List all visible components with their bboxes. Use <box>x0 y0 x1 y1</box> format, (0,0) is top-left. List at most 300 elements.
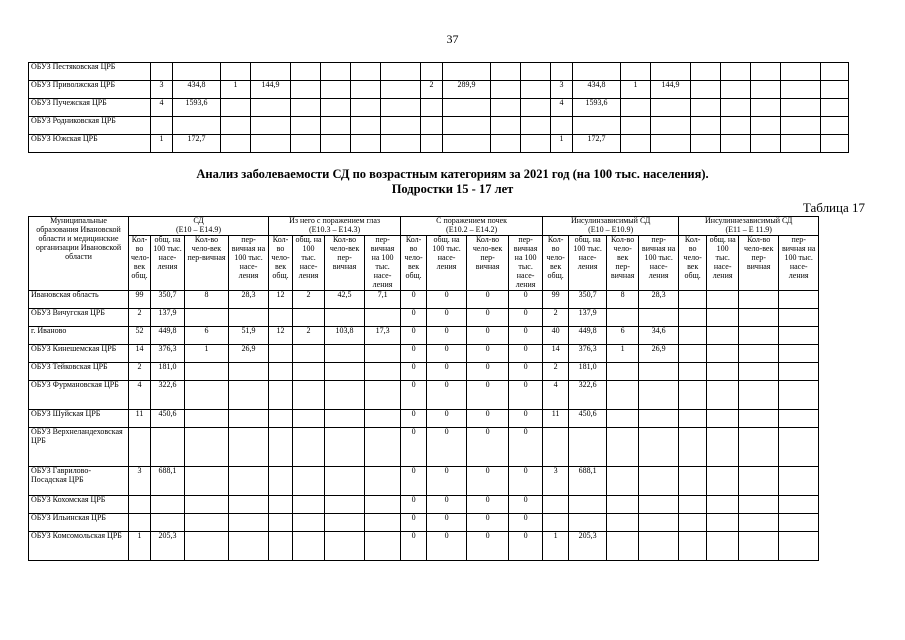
table-cell <box>185 427 229 466</box>
table-cell <box>521 99 551 117</box>
table-cell <box>607 466 639 495</box>
table-cell <box>821 99 849 117</box>
table-cell <box>607 409 639 427</box>
table-cell: 11 <box>543 409 569 427</box>
table-row <box>29 63 849 81</box>
table-cell: 1593,6 <box>573 99 621 117</box>
table-cell <box>607 513 639 531</box>
table-cell: 0 <box>509 326 543 344</box>
table-cell <box>543 427 569 466</box>
header-group-code: (Е10 – Е10.9) <box>588 224 634 234</box>
table-cell <box>365 344 401 362</box>
table-cell: 2 <box>421 81 443 99</box>
table-cell: 205,3 <box>569 531 607 560</box>
header-group-code: (Е10.3 – Е14.3) <box>309 224 361 234</box>
header-group <box>401 217 543 236</box>
table-cell <box>365 380 401 409</box>
header-subcolumn: пер-вичная на 100 тыс. насе-ления <box>509 235 543 290</box>
table-cell <box>679 531 707 560</box>
table-cell: 7,1 <box>365 290 401 308</box>
table-cell <box>151 63 173 81</box>
table-cell: 1593,6 <box>173 99 221 117</box>
table-cell <box>269 362 293 380</box>
table-cell <box>365 513 401 531</box>
row-label: Ивановская область <box>29 290 129 308</box>
table-cell: 350,7 <box>569 290 607 308</box>
table-cell <box>779 513 819 531</box>
table-cell <box>185 495 229 513</box>
table-cell <box>607 308 639 326</box>
table-cell <box>573 117 621 135</box>
table-cell <box>321 135 351 153</box>
table-cell: 0 <box>509 380 543 409</box>
table-cell: 34,6 <box>639 326 679 344</box>
table-cell: 1 <box>551 135 573 153</box>
header-subcolumn: Кол-во чело-век общ. <box>679 235 707 290</box>
table-cell: 12 <box>269 290 293 308</box>
table-cell: 0 <box>509 495 543 513</box>
table-cell: 0 <box>467 409 509 427</box>
table-cell <box>521 135 551 153</box>
table-cell <box>151 427 185 466</box>
table-cell <box>779 409 819 427</box>
table-cell: 4 <box>551 99 573 117</box>
table-row <box>29 344 819 362</box>
table-cell <box>293 513 325 531</box>
table-cell <box>291 63 321 81</box>
header-subcolumn: пер-вичная на 100 тыс. насе-ления <box>229 235 269 290</box>
row-label: ОБУЗ Шуйская ЦРБ <box>29 409 129 427</box>
table-cell: 688,1 <box>569 466 607 495</box>
table-cell <box>351 63 381 81</box>
row-label: ОБУЗ Вичугская ЦРБ <box>29 308 129 326</box>
table-cell: 450,6 <box>151 409 185 427</box>
table-cell <box>351 81 381 99</box>
table-cell: 688,1 <box>151 466 185 495</box>
table-cell: 0 <box>467 326 509 344</box>
table-cell <box>229 495 269 513</box>
table-cell: 0 <box>427 513 467 531</box>
table-cell <box>679 290 707 308</box>
table-cell <box>443 63 491 81</box>
table-cell: 3 <box>543 466 569 495</box>
table-cell <box>229 380 269 409</box>
table-row <box>29 531 819 560</box>
table-cell: 1 <box>129 531 151 560</box>
table-cell <box>321 63 351 81</box>
table-cell <box>325 362 365 380</box>
table-cell <box>229 308 269 326</box>
table-row <box>29 326 819 344</box>
table-cell <box>221 63 251 81</box>
table-cell: 0 <box>401 362 427 380</box>
table-cell: 11 <box>129 409 151 427</box>
table-cell: 4 <box>129 380 151 409</box>
table-cell <box>781 81 821 99</box>
table-cell <box>707 326 739 344</box>
row-label: ОБУЗ Комсомольская ЦРБ <box>29 531 129 560</box>
table-cell <box>639 362 679 380</box>
table-row <box>29 117 849 135</box>
table-cell: 376,3 <box>569 344 607 362</box>
table-cell <box>679 495 707 513</box>
header-subcolumn: Кол-во чело-век пер-вичная <box>185 235 229 290</box>
table-cell <box>269 308 293 326</box>
table-cell: 172,7 <box>173 135 221 153</box>
table-cell <box>229 362 269 380</box>
table-cell <box>573 63 621 81</box>
table-cell <box>569 513 607 531</box>
header-group-name: Инсулинзависимый СД <box>570 216 651 225</box>
table-cell: 0 <box>509 513 543 531</box>
table-cell <box>751 99 781 117</box>
table-cell <box>781 135 821 153</box>
table-cell <box>639 531 679 560</box>
table-cell <box>691 117 721 135</box>
table-cell <box>721 99 751 117</box>
table-cell: 0 <box>427 495 467 513</box>
table-cell <box>679 344 707 362</box>
header-subcolumn: Кол-во чело-век общ. <box>269 235 293 290</box>
table-cell <box>351 117 381 135</box>
table-cell: 0 <box>427 466 467 495</box>
table-cell: 0 <box>401 380 427 409</box>
table-cell <box>151 513 185 531</box>
table-cell <box>251 117 291 135</box>
table-cell: 0 <box>427 290 467 308</box>
table-cell: 144,9 <box>651 81 691 99</box>
table-cell <box>185 380 229 409</box>
table-cell <box>269 466 293 495</box>
table-cell: 4 <box>151 99 173 117</box>
table-cell <box>779 362 819 380</box>
header-group <box>269 217 401 236</box>
table-cell: 3 <box>129 466 151 495</box>
table-cell <box>739 466 779 495</box>
table-cell <box>269 513 293 531</box>
table-cell <box>721 63 751 81</box>
table-cell: 3 <box>551 81 573 99</box>
table-cell <box>691 81 721 99</box>
table-cell: 0 <box>467 495 509 513</box>
header-group-name: Из него с поражением глаз <box>289 216 381 225</box>
table-cell <box>325 344 365 362</box>
table-cell: 0 <box>401 290 427 308</box>
header-group-code: (Е10 – Е14.9) <box>175 224 222 234</box>
table-cell <box>821 81 849 99</box>
table-cell <box>781 63 821 81</box>
header-group-name: Инсулиннезависимый СД <box>705 216 793 225</box>
table-cell <box>781 99 821 117</box>
row-label: ОБУЗ Фурмановская ЦРБ <box>29 380 129 409</box>
table-cell <box>621 63 651 81</box>
table-cell <box>679 308 707 326</box>
table-cell <box>639 308 679 326</box>
table-cell: 2 <box>293 326 325 344</box>
table-cell <box>491 117 521 135</box>
table-cell <box>779 531 819 560</box>
table-cell <box>251 99 291 117</box>
table-cell: 0 <box>509 344 543 362</box>
table-cell: 2 <box>543 308 569 326</box>
table-cell <box>365 308 401 326</box>
header-organization: Муниципальные образования Ивановской области и медицинские организации Ивановской области <box>29 217 129 291</box>
table-cell <box>679 380 707 409</box>
table-cell <box>173 117 221 135</box>
table-cell <box>325 427 365 466</box>
table-cell <box>381 99 421 117</box>
table-cell <box>721 135 751 153</box>
continued-table <box>28 62 849 153</box>
row-label: ОБУЗ Приволжская ЦРБ <box>29 81 151 99</box>
table-cell <box>721 81 751 99</box>
table-cell <box>351 135 381 153</box>
table-cell: 350,7 <box>151 290 185 308</box>
table-cell <box>639 380 679 409</box>
table-cell <box>221 135 251 153</box>
table-cell <box>639 513 679 531</box>
header-group-name: С поражением почек <box>436 216 508 225</box>
header-subcolumn: Кол-во чело-век общ. <box>543 235 569 290</box>
table-cell: 26,9 <box>639 344 679 362</box>
table-cell <box>229 466 269 495</box>
table-cell <box>679 427 707 466</box>
header-subcolumn: Кол-во чело-век пер-вичная <box>467 235 509 290</box>
table-cell <box>129 495 151 513</box>
table-cell <box>293 344 325 362</box>
table-cell <box>821 63 849 81</box>
table-cell <box>739 531 779 560</box>
table-cell: 434,8 <box>173 81 221 99</box>
page-title <box>0 167 905 197</box>
table-cell <box>221 117 251 135</box>
table-cell <box>781 117 821 135</box>
table-cell: 6 <box>185 326 229 344</box>
table-cell: 0 <box>467 344 509 362</box>
table-cell <box>543 495 569 513</box>
table-cell: 2 <box>129 308 151 326</box>
table-cell <box>739 326 779 344</box>
table-cell: 376,3 <box>151 344 185 362</box>
table-cell <box>129 513 151 531</box>
header-group-name: СД <box>193 216 204 225</box>
table-cell <box>739 362 779 380</box>
table-cell <box>569 495 607 513</box>
table-cell <box>521 117 551 135</box>
title-line-1: Анализ заболеваемости СД по возрастным категориям за 2021 год (на 100 тыс. населения). <box>196 167 709 181</box>
table-cell <box>739 495 779 513</box>
table-cell <box>707 362 739 380</box>
table-cell: 0 <box>509 308 543 326</box>
table-cell <box>491 135 521 153</box>
table-cell: 0 <box>509 362 543 380</box>
table-cell <box>365 531 401 560</box>
table-cell <box>621 135 651 153</box>
table-cell: 99 <box>129 290 151 308</box>
row-label: ОБУЗ Пучежская ЦРБ <box>29 99 151 117</box>
table-cell <box>569 427 607 466</box>
row-label: г. Иваново <box>29 326 129 344</box>
header-subcolumn: общ. на 100 тыс. насе-ления <box>427 235 467 290</box>
table-cell: 0 <box>509 409 543 427</box>
table-cell: 1 <box>221 81 251 99</box>
table-cell <box>229 531 269 560</box>
table-cell: 0 <box>467 380 509 409</box>
table-cell <box>751 117 781 135</box>
table-cell: 0 <box>427 409 467 427</box>
table-cell <box>639 409 679 427</box>
table-cell: 1 <box>543 531 569 560</box>
header-group-code: (Е11 – Е 11.9) <box>725 224 772 234</box>
table-cell <box>291 135 321 153</box>
table-cell: 0 <box>401 344 427 362</box>
table-cell <box>639 466 679 495</box>
table-cell: 0 <box>401 466 427 495</box>
table-cell: 4 <box>543 380 569 409</box>
table-cell: 0 <box>467 513 509 531</box>
table-cell <box>739 409 779 427</box>
table-cell <box>651 135 691 153</box>
table-cell <box>521 63 551 81</box>
table-cell <box>293 531 325 560</box>
table-cell <box>491 63 521 81</box>
table-cell: 289,9 <box>443 81 491 99</box>
table-cell: 2 <box>293 290 325 308</box>
table-cell <box>251 63 291 81</box>
table-cell <box>651 117 691 135</box>
table-row <box>29 81 849 99</box>
table-cell: 0 <box>401 409 427 427</box>
table-cell <box>269 427 293 466</box>
table-cell <box>521 81 551 99</box>
row-label: ОБУЗ Родниковская ЦРБ <box>29 117 151 135</box>
table-cell <box>269 495 293 513</box>
table-cell <box>551 63 573 81</box>
table-cell: 181,0 <box>569 362 607 380</box>
table-cell <box>707 531 739 560</box>
table-cell <box>607 427 639 466</box>
row-label: ОБУЗ Тейковская ЦРБ <box>29 362 129 380</box>
table-cell <box>325 466 365 495</box>
table-cell <box>779 290 819 308</box>
table-cell <box>321 117 351 135</box>
table-cell <box>491 81 521 99</box>
table-cell <box>251 135 291 153</box>
table-cell <box>269 380 293 409</box>
table-row <box>29 495 819 513</box>
table-cell: 2 <box>129 362 151 380</box>
table-cell <box>443 117 491 135</box>
table-cell <box>707 495 739 513</box>
table-cell <box>325 308 365 326</box>
table-cell <box>639 427 679 466</box>
table-cell <box>185 531 229 560</box>
table-cell <box>269 531 293 560</box>
table-cell <box>679 409 707 427</box>
table-cell: 181,0 <box>151 362 185 380</box>
table-cell <box>651 99 691 117</box>
table-cell <box>229 427 269 466</box>
table-cell: 40 <box>543 326 569 344</box>
table-cell: 0 <box>427 362 467 380</box>
table-cell: 0 <box>509 427 543 466</box>
table-cell: 0 <box>427 427 467 466</box>
table-cell <box>651 63 691 81</box>
table-cell: 322,6 <box>569 380 607 409</box>
table-cell <box>443 99 491 117</box>
table-cell <box>151 495 185 513</box>
table-cell <box>365 466 401 495</box>
header-group <box>543 217 679 236</box>
table-cell <box>779 495 819 513</box>
table-cell <box>365 495 401 513</box>
table-cell: 0 <box>467 290 509 308</box>
page-number: 37 <box>446 32 459 46</box>
title-line-2: Подростки 15 - 17 лет <box>391 182 514 196</box>
table-cell: 8 <box>185 290 229 308</box>
row-label: ОБУЗ Кохомская ЦРБ <box>29 495 129 513</box>
table-cell <box>365 362 401 380</box>
table-row <box>29 380 819 409</box>
header-subcolumn: Кол-во чело-век общ. <box>401 235 427 290</box>
table-cell <box>707 409 739 427</box>
table-cell <box>229 409 269 427</box>
table-cell <box>421 135 443 153</box>
table-cell <box>739 290 779 308</box>
table-cell: 0 <box>509 466 543 495</box>
table-cell <box>293 427 325 466</box>
table-cell: 449,8 <box>151 326 185 344</box>
table-cell: 0 <box>467 531 509 560</box>
table-cell: 434,8 <box>573 81 621 99</box>
table-cell: 14 <box>543 344 569 362</box>
table-cell <box>325 495 365 513</box>
table-cell: 0 <box>401 513 427 531</box>
table-cell: 42,5 <box>325 290 365 308</box>
row-label: ОБУЗ Гаврилово-Посадская ЦРБ <box>29 466 129 495</box>
table-cell: 0 <box>467 427 509 466</box>
table-cell: 52 <box>129 326 151 344</box>
table-cell <box>293 308 325 326</box>
table-cell: 322,6 <box>151 380 185 409</box>
table-cell <box>293 380 325 409</box>
table-cell <box>621 99 651 117</box>
table-cell <box>229 513 269 531</box>
table-cell <box>679 513 707 531</box>
header-subcolumn: пер-вичная на 100 тыс. насе-ления <box>639 235 679 290</box>
table-cell <box>351 99 381 117</box>
table-cell: 0 <box>401 326 427 344</box>
table-cell: 0 <box>467 308 509 326</box>
table-cell <box>421 99 443 117</box>
table-cell <box>185 308 229 326</box>
table-cell <box>421 117 443 135</box>
row-label: ОБУЗ Пестяковская ЦРБ <box>29 63 151 81</box>
table-cell <box>779 466 819 495</box>
table-cell: 0 <box>467 362 509 380</box>
table-cell: 3 <box>151 81 173 99</box>
table-cell: 0 <box>427 344 467 362</box>
table-cell: 0 <box>427 326 467 344</box>
table-cell: 0 <box>509 531 543 560</box>
table-cell <box>679 362 707 380</box>
header-subcolumn: пер-вичная на 100 тыс. насе-ления <box>779 235 819 290</box>
table-cell <box>381 135 421 153</box>
table-cell <box>185 466 229 495</box>
table-cell: 2 <box>543 362 569 380</box>
table-cell <box>129 427 151 466</box>
table-cell: 205,3 <box>151 531 185 560</box>
